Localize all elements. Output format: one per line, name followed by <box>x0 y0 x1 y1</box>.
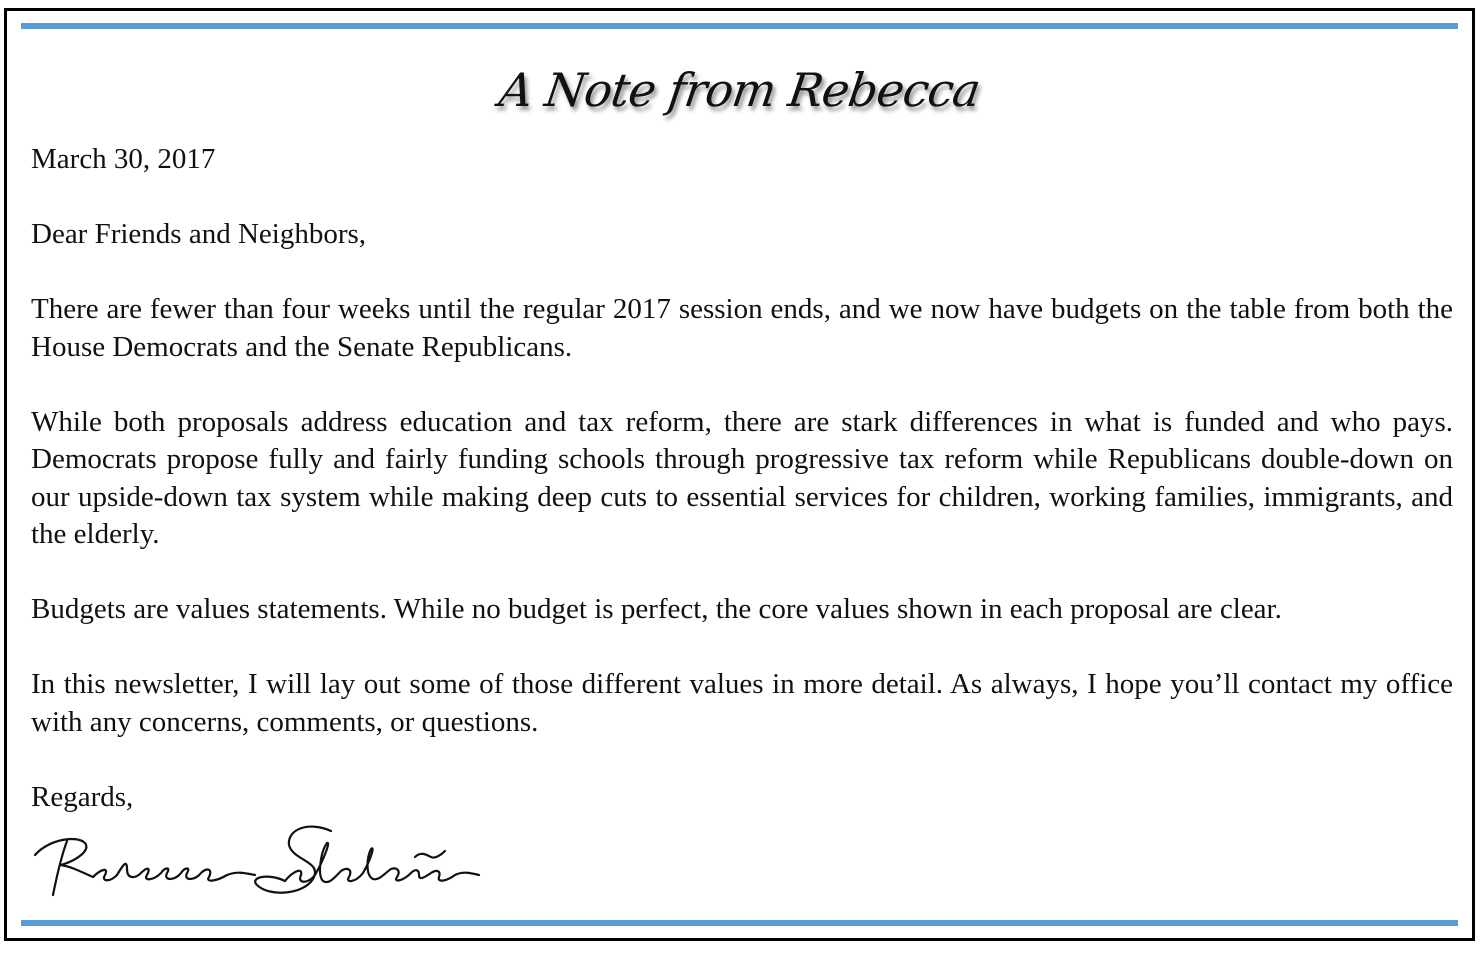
letter-paragraph: While both proposals address education and tax reform, there are stark differences in what is funded and who pays. Democrats propose fully and fairly funding schools through progressive tax reform while Republicans double-down on our upside-down tax system while making deep cuts to essential services for children, working families, immigrants, and the elderly. <box>31 405 1453 550</box>
letter-body <box>31 141 1453 854</box>
letter-date: March 30, 2017 <box>31 143 216 175</box>
top-rule <box>21 23 1458 29</box>
note-title: A Note from Rebecca <box>495 63 984 117</box>
bottom-rule <box>21 920 1458 926</box>
letter-paragraph: In this newsletter, I will lay out some of those different values in more detail. As always, I hope you’ll contact my office with any concerns, comments, or questions. <box>31 668 1453 738</box>
letter-greeting: Dear Friends and Neighbors, <box>31 218 367 250</box>
note-frame <box>4 8 1475 941</box>
letter-paragraph: Budgets are values statements. While no budget is perfect, the core values shown in each proposal are clear. <box>31 593 1282 625</box>
letter-paragraph: There are fewer than four weeks until the regular 2017 session ends, and we now have budgets on the table from both the House Democrats and the Senate Republicans. <box>31 293 1453 363</box>
letter-closing: Regards, <box>31 780 134 813</box>
handwritten-signature <box>31 811 491 911</box>
